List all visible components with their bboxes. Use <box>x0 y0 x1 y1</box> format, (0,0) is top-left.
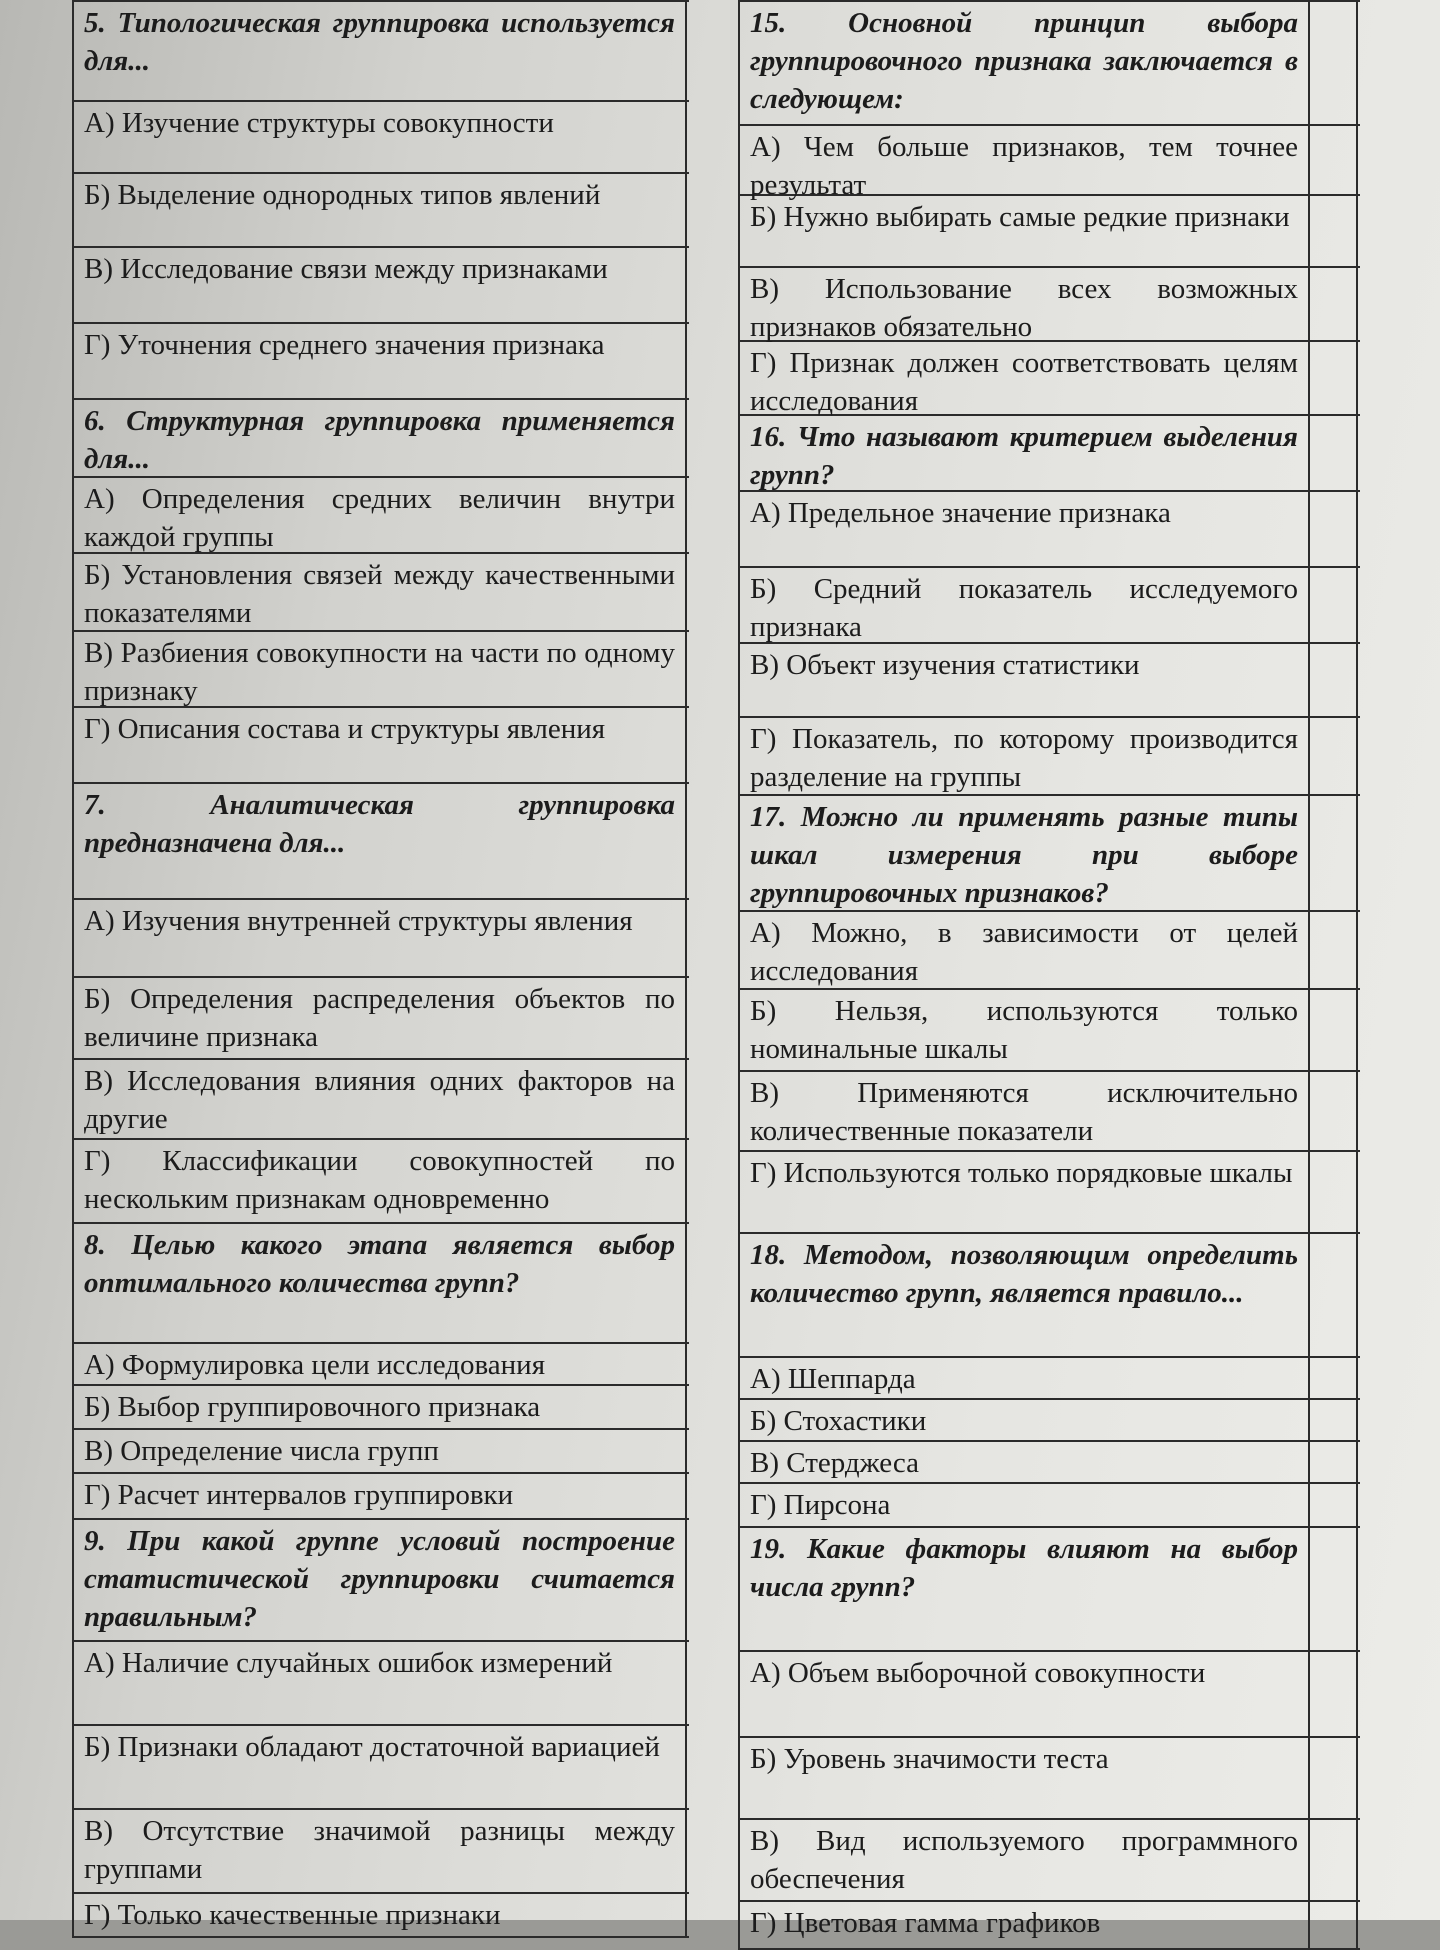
answer-mark-cell <box>1310 268 1358 340</box>
answer-text: Б) Стохастики <box>740 1400 1310 1440</box>
answer-row <box>74 174 689 248</box>
answer-text: В) Исследование связи между признаками <box>74 248 687 322</box>
question-text: 16. Что называют критерием выделения групп? <box>740 416 1310 490</box>
answer-text: В) Стерджеса <box>740 1442 1310 1482</box>
answer-row <box>74 708 689 784</box>
answer-row <box>74 1386 689 1430</box>
answer-mark-cell <box>1310 2 1358 124</box>
answer-text: Г) Расчет интервалов группировки <box>74 1474 687 1518</box>
question-row <box>740 2 1360 126</box>
answer-text: А) Определения средних величин внутри каждой группы <box>74 478 687 552</box>
question-row <box>74 1224 689 1344</box>
answer-mark-cell <box>1310 196 1358 266</box>
answer-row <box>740 342 1360 416</box>
answer-text: А) Чем больше признаков, тем точнее результат <box>740 126 1310 194</box>
answer-text: Б) Установления связей между качественными показателями <box>74 554 687 630</box>
answer-row <box>74 1810 689 1894</box>
answer-row <box>740 990 1360 1072</box>
answer-text: В) Разбиения совокупности на части по одному признаку <box>74 632 687 706</box>
answer-row <box>74 978 689 1060</box>
answer-row <box>74 1726 689 1810</box>
answer-row <box>740 126 1360 201</box>
answer-text: А) Объем выборочной совокупности <box>740 1652 1310 1736</box>
question-row <box>740 1234 1360 1358</box>
answer-mark-cell <box>1310 1400 1358 1440</box>
answer-text: Г) Уточнения среднего значения признака <box>74 324 687 398</box>
answer-row <box>740 196 1360 268</box>
question-text: 15. Основной принцип выбора группировочного признака заключается в следующем: <box>740 2 1310 124</box>
question-text: 7. Аналитическая группировка предназначена для... <box>74 784 687 898</box>
question-row <box>740 1528 1360 1652</box>
answer-row <box>740 644 1360 718</box>
answer-mark-cell <box>1310 1442 1358 1482</box>
answer-text: А) Формулировка цели исследования <box>74 1344 687 1384</box>
answer-text: А) Изучение структуры совокупности <box>74 102 687 172</box>
answer-row <box>740 1902 1360 1950</box>
answer-row <box>740 1072 1360 1152</box>
answer-mark-cell <box>1310 568 1358 642</box>
answer-text: В) Отсутствие значимой разницы между группами <box>74 1810 687 1892</box>
answer-mark-cell <box>1310 990 1358 1070</box>
answer-row <box>74 1430 689 1474</box>
question-text: 18. Методом, позволяющим определить количество групп, является правило... <box>740 1234 1310 1356</box>
answer-text: Б) Выделение однородных типов явлений <box>74 174 687 246</box>
answer-mark-cell <box>1310 1820 1358 1900</box>
answer-row <box>74 478 689 554</box>
answer-row <box>740 1442 1360 1484</box>
question-row <box>74 400 689 478</box>
answer-row <box>74 1060 689 1140</box>
answer-mark-cell <box>1310 1738 1358 1818</box>
answer-row <box>74 324 689 400</box>
answer-row <box>740 718 1360 796</box>
answer-row <box>740 1652 1360 1738</box>
question-text: 19. Какие факторы влияют на выбор числа групп? <box>740 1528 1310 1650</box>
answer-row <box>74 1474 689 1520</box>
answer-row <box>74 900 689 978</box>
answer-mark-cell <box>1310 1652 1358 1736</box>
answer-mark-cell <box>1310 1484 1358 1526</box>
answer-text: А) Предельное значение признака <box>740 492 1310 566</box>
answer-row <box>74 1642 689 1726</box>
question-row <box>740 416 1360 492</box>
answer-mark-cell <box>1310 912 1358 988</box>
answer-row <box>74 1344 689 1386</box>
question-text: 6. Структурная группировка применяется для... <box>74 400 687 476</box>
answer-row <box>74 248 689 324</box>
question-text: 9. При какой группе условий построение статистической группировки считается правильным? <box>74 1520 687 1640</box>
answer-text: Г) Описания состава и структуры явления <box>74 708 687 782</box>
answer-mark-cell <box>1310 1234 1358 1356</box>
question-text: 5. Типологическая группировка используется для... <box>74 2 687 100</box>
answer-row <box>740 1400 1360 1442</box>
left-questions-table <box>72 0 689 1938</box>
answer-mark-cell <box>1310 1902 1358 1948</box>
answer-text: Г) Только качественные признаки <box>74 1894 687 1936</box>
answer-row <box>740 492 1360 568</box>
answer-row <box>740 568 1360 644</box>
answer-mark-cell <box>1310 1358 1358 1398</box>
answer-row <box>740 1358 1360 1400</box>
answer-row <box>74 1140 689 1224</box>
answer-text: В) Определение числа групп <box>74 1430 687 1472</box>
answer-text: В) Объект изучения статистики <box>740 644 1310 716</box>
answer-text: В) Применяются исключительно количественные показатели <box>740 1072 1310 1150</box>
answer-row <box>740 268 1360 342</box>
answer-text: Г) Признак должен соответствовать целям исследования <box>740 342 1310 414</box>
answer-row <box>740 1820 1360 1902</box>
answer-text: А) Можно, в зависимости от целей исследования <box>740 912 1310 988</box>
answer-text: Б) Признаки обладают достаточной вариацией <box>74 1726 687 1808</box>
answer-mark-cell <box>1310 126 1358 194</box>
answer-text: Г) Пирсона <box>740 1484 1310 1526</box>
answer-text: В) Исследования влияния одних факторов на другие <box>74 1060 687 1138</box>
answer-text: Г) Классификации совокупностей по нескольким признакам одновременно <box>74 1140 687 1222</box>
question-row <box>74 2 689 102</box>
answer-mark-cell <box>1310 492 1358 566</box>
answer-row <box>74 554 689 632</box>
answer-text: Г) Цветовая гамма графиков <box>740 1902 1310 1948</box>
question-row <box>740 796 1360 912</box>
answer-row <box>740 912 1360 990</box>
answer-text: Г) Показатель, по которому производится разделение на группы <box>740 718 1310 794</box>
right-questions-table <box>738 0 1360 1950</box>
answer-text: В) Вид используемого программного обеспечения <box>740 1820 1310 1900</box>
answer-text: А) Изучения внутренней структуры явления <box>74 900 687 976</box>
answer-text: Б) Средний показатель исследуемого признака <box>740 568 1310 642</box>
answer-text: В) Использование всех возможных признаков обязательно <box>740 268 1310 340</box>
answer-row <box>74 1894 689 1938</box>
answer-text: Г) Используются только порядковые шкалы <box>740 1152 1310 1232</box>
question-row <box>74 784 689 900</box>
answer-row <box>74 102 689 174</box>
answer-text: Б) Выбор группировочного признака <box>74 1386 687 1428</box>
answer-mark-cell <box>1310 796 1358 910</box>
answer-row <box>740 1152 1360 1234</box>
answer-mark-cell <box>1310 1072 1358 1150</box>
question-row <box>74 1520 689 1642</box>
answer-row <box>740 1738 1360 1820</box>
answer-row <box>740 1484 1360 1528</box>
answer-text: Б) Определения распределения объектов по величине признака <box>74 978 687 1058</box>
answer-text: Б) Нужно выбирать самые редкие признаки <box>740 196 1310 266</box>
answer-mark-cell <box>1310 718 1358 794</box>
answer-mark-cell <box>1310 1528 1358 1650</box>
answer-mark-cell <box>1310 644 1358 716</box>
answer-row <box>74 632 689 708</box>
question-text: 8. Целью какого этапа является выбор оптимального количества групп? <box>74 1224 687 1342</box>
answer-text: Б) Нельзя, используются только номинальные шкалы <box>740 990 1310 1070</box>
answer-text: А) Шеппарда <box>740 1358 1310 1398</box>
answer-mark-cell <box>1310 1152 1358 1232</box>
answer-mark-cell <box>1310 416 1358 490</box>
answer-text: Б) Уровень значимости теста <box>740 1738 1310 1818</box>
answer-mark-cell <box>1310 342 1358 414</box>
question-text: 17. Можно ли применять разные типы шкал измерения при выборе группировочных признаков? <box>740 796 1310 910</box>
answer-text: А) Наличие случайных ошибок измерений <box>74 1642 687 1724</box>
